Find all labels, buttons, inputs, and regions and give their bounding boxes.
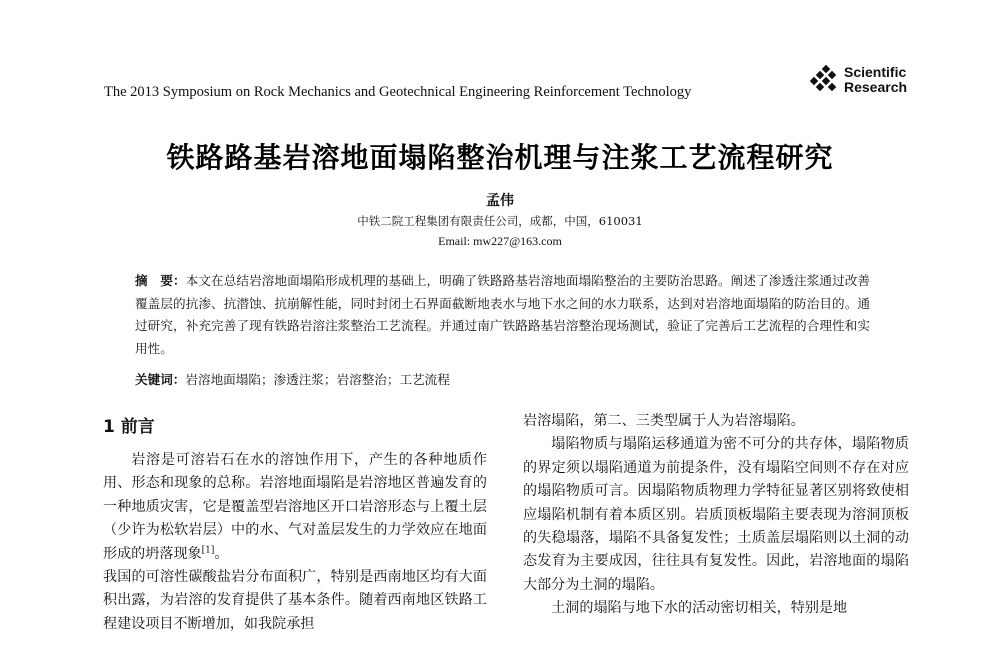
abstract-text: 本文在总结岩溶地面塌陷形成机理的基础上，明确了铁路路基岩溶地面塌陷整治的主要防治思路。阐述了渗透注浆通过改善覆盖层的抗渗、抗潜蚀、抗崩解性能，同时封闭土石界面截断地表水与地下水之间的水力联系，达到对岩溶地面塌陷的防治目的。通过研究，补充完善了现有铁路岩溶注浆整治工艺流程。并通过南广铁路路基岩溶整治现场测试，验证了完善后工艺流程的合理性和实用性。 [135, 273, 871, 356]
paper-title: 铁路路基岩溶地面塌陷整治机理与注浆工艺流程研究 [166, 141, 834, 174]
logo-line-1: Scientific [844, 64, 907, 80]
abstract [135, 270, 870, 360]
citation-ref: [1] [201, 544, 215, 555]
body-paragraph: 岩溶塌陷，第二、三类型属于人为岩溶塌陷。 [523, 413, 805, 429]
author-name: 孟伟 [486, 193, 514, 209]
section-heading-introduction: 1 前言 [103, 417, 155, 437]
keywords-text: 岩溶地面塌陷；渗透注浆；岩溶整治；工艺流程 [185, 372, 450, 387]
paragraph-end: 。 [214, 545, 229, 562]
keywords-label: 关键词： [135, 372, 186, 387]
body-paragraph: 我国的可溶性碳酸盐岩分布面积广，特别是西南地区均有大面积出露，为岩溶的发育提供了基本条件。随着西南地区铁路工程建设项目不断增加，如我院承担 [103, 569, 487, 632]
left-column [103, 408, 487, 636]
symposium-header: The 2013 Symposium on Rock Mechanics and Geotechnical Engineering Reinforcement Technology [104, 84, 692, 100]
body-paragraph: 塌陷物质与塌陷运移通道为密不可分的共存体，塌陷物质的界定须以塌陷通道为前提条件，没有塌陷空间则不存在对应的塌陷物质可言。因塌陷物质物理力学特征显著区别将致使相应塌陷机制有着本质区别。岩质顶板塌陷主要表现为溶洞顶板的失稳塌落，塌陷不具备复发性；土质盖层塌陷则以土洞的动态发育为主要成因，往往具有复发性。因此，岩溶地面的塌陷大部分为土洞的塌陷。 [523, 436, 909, 593]
scientific-research-logo-icon [810, 64, 842, 96]
body-paragraph [103, 449, 487, 566]
author-email: Email: mw227@163.com [438, 234, 562, 248]
author-affiliation: 中铁二院工程集团有限责任公司，成都，中国，610031 [357, 214, 643, 228]
logo-line-2: Research [844, 79, 908, 95]
abstract-label: 摘 要： [135, 273, 186, 288]
publisher-logo [810, 64, 907, 96]
body-paragraph: 土洞的塌陷与地下水的活动密切相关，特别是地 [551, 600, 848, 617]
logo-wordmark [844, 65, 907, 95]
right-column [523, 410, 909, 621]
keywords [135, 369, 870, 391]
paragraph-text: 岩溶是可溶岩石在水的溶蚀作用下，产生的各种地质作用、形态和现象的总称。岩溶地面塌陷是岩溶地区普遍发育的一种地质灾害，它是覆盖型岩溶地区开口岩溶形态与上覆土层（少许为松软岩层）中的水、气对盖层发生的力学效应在地面形成的坍落现象 [103, 452, 487, 562]
